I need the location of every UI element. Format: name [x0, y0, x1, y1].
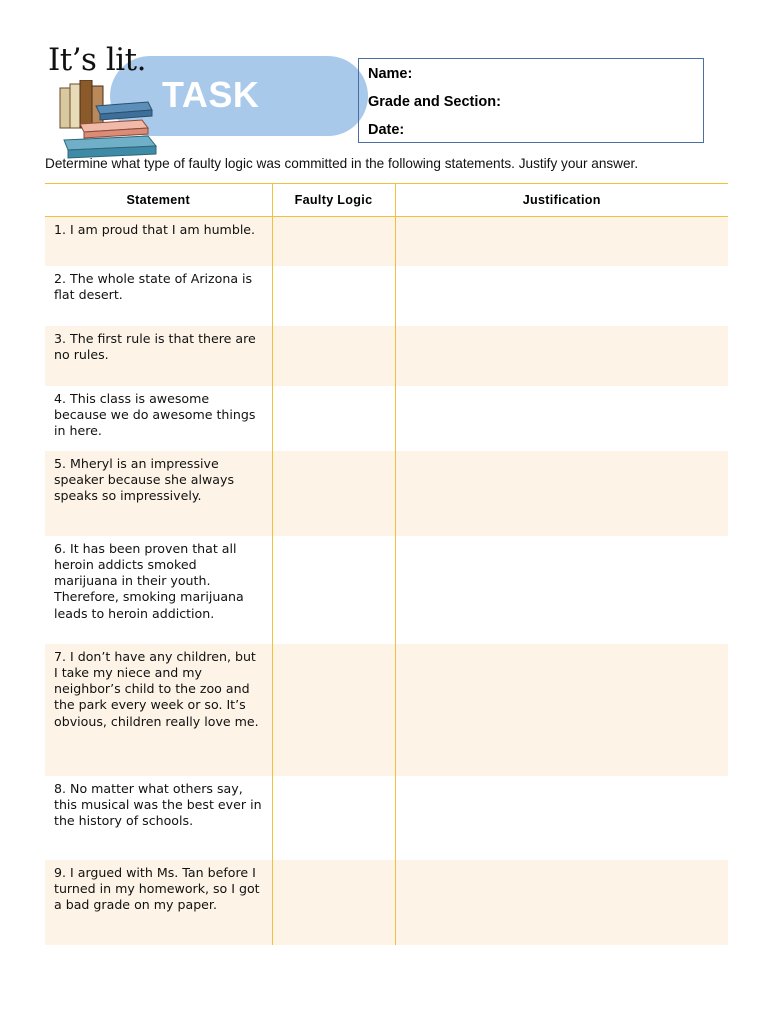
justification-cell[interactable]: [395, 644, 728, 776]
date-label: Date:: [368, 122, 405, 138]
faulty-logic-cell[interactable]: [272, 644, 395, 776]
table-row: [45, 776, 728, 860]
table-row: [45, 860, 728, 945]
student-info-box: [358, 58, 704, 143]
header-justification: Justification: [395, 184, 728, 217]
justification-cell[interactable]: [395, 536, 728, 644]
statement-cell: 1. I am proud that I am humble.: [45, 217, 272, 266]
faulty-logic-table: [45, 183, 728, 945]
statement-cell: 3. The first rule is that there are no rules.: [45, 326, 272, 386]
justification-cell[interactable]: [395, 451, 728, 536]
justification-cell[interactable]: [395, 776, 728, 860]
justification-cell[interactable]: [395, 326, 728, 386]
statement-cell: 2. The whole state of Arizona is flat desert.: [54, 270, 253, 302]
table-header-row: [45, 184, 728, 217]
faulty-logic-cell[interactable]: [272, 451, 395, 536]
justification-cell[interactable]: [395, 860, 728, 945]
logo-small-text: It’s lit.: [48, 42, 146, 78]
statement-cell: 7. I don’t have any children, but I take my niece and my neighbor’s child to the zoo and the park every week or so. It’s obvious, children really love me.: [45, 644, 272, 776]
logo-task-text: TASK: [162, 74, 260, 115]
statement-cell: 5. Mheryl is an impressive speaker because she always speaks so impressively.: [45, 451, 272, 536]
faulty-logic-cell[interactable]: [272, 326, 395, 386]
table-row: [45, 644, 728, 776]
grade-section-label: Grade and Section:: [368, 94, 501, 110]
name-label: Name:: [368, 66, 413, 82]
faulty-logic-cell[interactable]: [272, 776, 395, 860]
table-row: [45, 386, 728, 451]
faulty-logic-cell[interactable]: [272, 266, 395, 326]
instruction-text: Determine what type of faulty logic was committed in the following statements. Justify your answer.: [45, 156, 639, 171]
faulty-logic-cell[interactable]: [272, 217, 395, 266]
justification-cell[interactable]: [395, 266, 728, 326]
table-row: [45, 451, 728, 536]
table-row: [45, 536, 728, 644]
faulty-logic-cell[interactable]: [272, 386, 395, 451]
statement-cell: 8. No matter what others say, this musical was the best ever in the history of schools.: [54, 780, 262, 829]
statement-cell: 9. I argued with Ms. Tan before I turned in my homework, so I got a bad grade on my paper.: [45, 860, 272, 945]
faulty-logic-cell[interactable]: [272, 536, 395, 644]
table-row: [45, 217, 728, 266]
header-statement: Statement: [45, 184, 272, 217]
faulty-logic-cell[interactable]: [272, 860, 395, 945]
table-row: [45, 326, 728, 386]
justification-cell[interactable]: [395, 386, 728, 451]
statement-cell: 6. It has been proven that all heroin addicts smoked marijuana in their youth. Therefore, smoking marijuana leads to heroin addiction.: [54, 540, 244, 621]
table-row: [45, 266, 728, 326]
justification-cell[interactable]: [395, 217, 728, 266]
task-logo: [46, 44, 326, 140]
statement-cell: 4. This class is awesome because we do awesome things in here.: [54, 390, 256, 439]
header-faulty-logic: Faulty Logic: [272, 184, 395, 217]
